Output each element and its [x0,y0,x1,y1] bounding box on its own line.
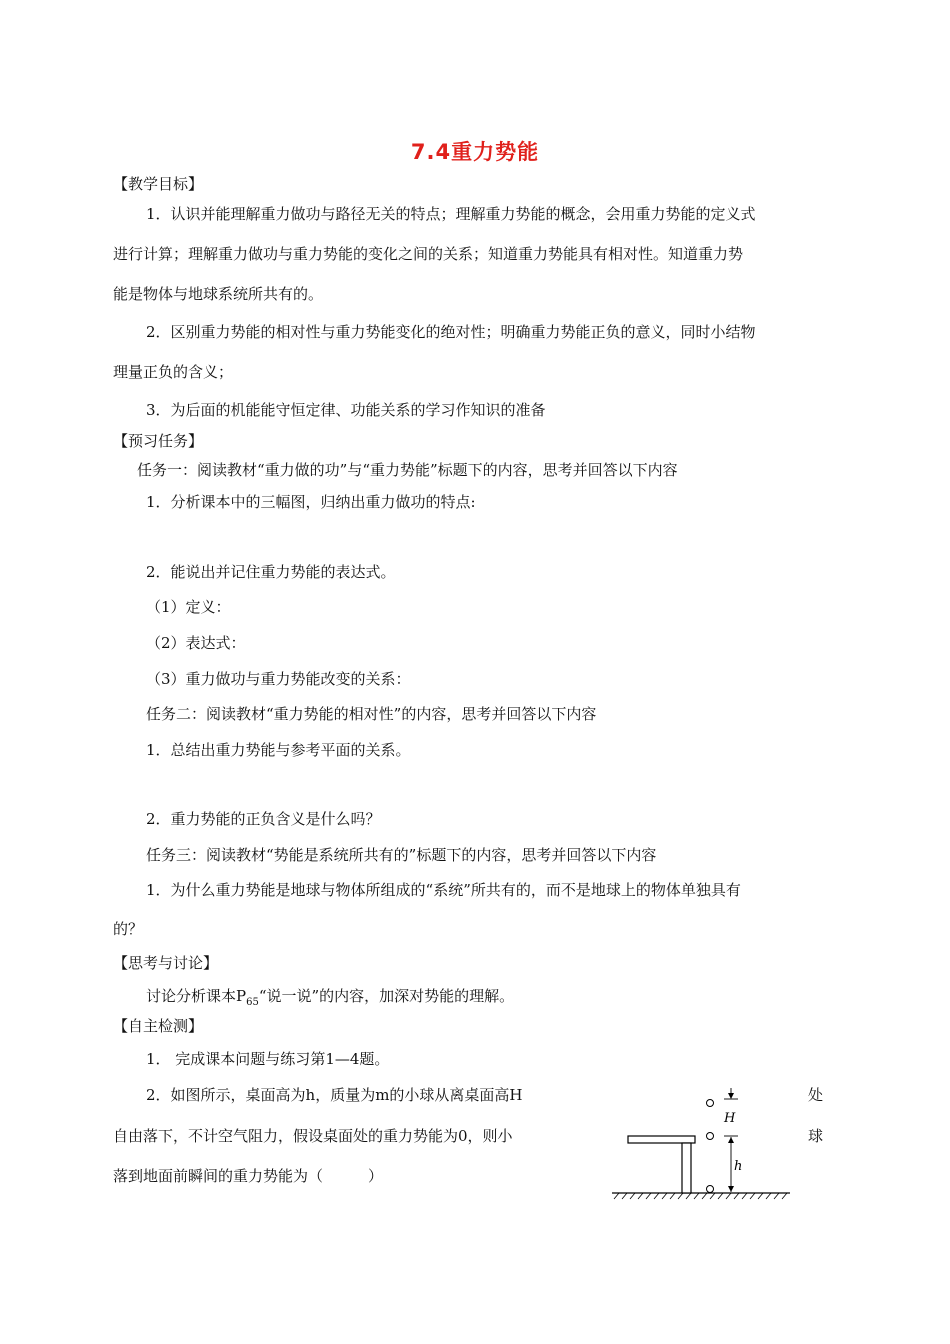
discuss-page-subscript: 65 [246,997,259,1008]
task-1-question-2: 2．能说出并记住重力势能的表达式。 [146,563,396,581]
task-3-question-1-line-2: 的？ [113,920,144,938]
section-heading-discuss: 【思考与讨论】 [113,954,219,972]
task-2-heading: 任务二：阅读教材“重力势能的相对性”的内容，思考并回答以下内容 [146,705,597,723]
check-question-2-line-2-end: 球 [808,1127,824,1145]
task-3-question-1-line-1: 1．为什么重力势能是地球与物体所组成的“系统”所共有的，而不是地球上的物体单独具有 [146,881,741,899]
check-question-2-line-3: 落到地面前瞬间的重力势能为（ ） [113,1167,384,1185]
section-heading-preview: 【预习任务】 [113,432,204,450]
dim-H-arrowhead-down [728,1093,734,1099]
task-1-heading: 任务一：阅读教材“重力做的功”与“重力势能”标题下的内容，思考并回答以下内容 [137,461,678,479]
ball-ground [707,1186,714,1193]
page-title: 7.4重力势能 [410,140,540,164]
goal-2-line-1: 2．区别重力势能的相对性与重力势能变化的绝对性；明确重力势能正负的意义，同时小结物 [146,323,756,341]
ground-hatching [614,1193,787,1199]
task-1-sub-1: （1）定义： [146,598,231,616]
section-heading-goals: 【教学目标】 [113,175,204,193]
check-question-1: 1． 完成课本问题与练习第1—4题。 [146,1050,390,1068]
ball-start [707,1100,714,1107]
section-heading-check: 【自主检测】 [113,1017,204,1035]
discuss-text-b: “说一说”的内容，加深对势能的理解。 [258,987,515,1005]
table-leg [682,1143,691,1193]
physics-figure-table-ball [600,1080,800,1204]
goal-1-line-2: 进行计算；理解重力做功与重力势能的变化之间的关系；知道重力势能具有相对性。知道重力势 [113,245,744,263]
discuss-text [146,986,514,1013]
label-h: h [734,1159,743,1174]
task-1-sub-3: （3）重力做功与重力势能改变的关系： [146,670,411,688]
table-top [628,1136,695,1143]
task-2-question-2: 2．重力势能的正负含义是什么吗？ [146,810,381,828]
dim-h-arrowhead-up [728,1137,734,1143]
goal-2-line-2: 理量正负的含义； [113,363,234,381]
check-question-2-line-2: 自由落下，不计空气阻力，假设桌面处的重力势能为0，则小 [113,1127,513,1145]
dim-h-arrowhead-down [728,1186,734,1192]
task-1-sub-2: （2）表达式： [146,634,246,652]
task-2-question-1: 1．总结出重力势能与参考平面的关系。 [146,741,411,759]
goal-1-line-1: 1．认识并能理解重力做功与路径无关的特点；理解重力势能的概念，会用重力势能的定义式 [146,205,756,223]
task-3-heading: 任务三：阅读教材“势能是系统所共有的”标题下的内容，思考并回答以下内容 [146,846,657,864]
check-question-2-line-1-end: 处 [808,1086,824,1104]
goal-1-line-3: 能是物体与地球系统所共有的。 [113,285,324,303]
discuss-text-a: 讨论分析课本P [146,987,247,1005]
goal-3: 3．为后面的机能能守恒定律、功能关系的学习作知识的准备 [146,401,546,419]
label-H: H [724,1111,736,1126]
task-1-question-1: 1．分析课本中的三幅图，归纳出重力做功的特点: [146,493,476,511]
check-question-2-line-1: 2．如图所示，桌面高为h，质量为m的小球从离桌面高H [146,1086,523,1104]
ball-table-level [707,1133,714,1140]
